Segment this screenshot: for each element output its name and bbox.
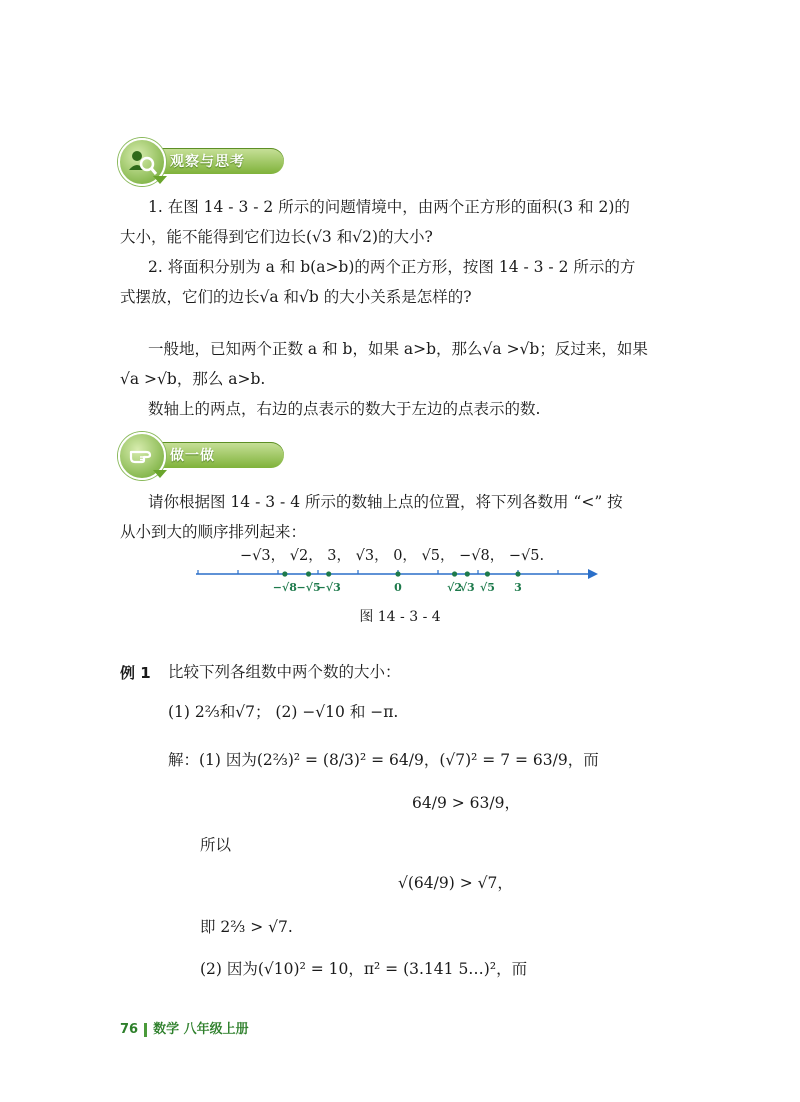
axis-point-label: −√8 (272, 581, 297, 594)
axis-point (452, 571, 457, 576)
axis-point-label: √3 (459, 581, 475, 594)
inequality-1: 64/9 > 63/9， (412, 794, 520, 812)
banner-title: 观察与思考 (170, 154, 245, 170)
rule-line-3: 数轴上的两点，右边的点表示的数大于左边的点表示的数. (148, 400, 541, 418)
axis-point (485, 571, 490, 576)
inequality-2: √(64/9) > √7， (398, 874, 513, 892)
task-line-1: 请你根据图 14 - 3 - 4 所示的数轴上点的位置，将下列各数用 “<” 按 (148, 493, 623, 511)
axis-point-label: 0 (394, 581, 402, 594)
page-number: 76 (120, 1022, 139, 1037)
book-title: 数学 八年级上册 (153, 1022, 249, 1037)
numbers-list: −√3， √2， 3， √3， 0， √5， −√8， −√5. (240, 548, 545, 564)
task-line-2: 从小到大的顺序排列起来： (120, 523, 307, 541)
solution-line-1: 解：(1) 因为(2⅔)² = (8/3)² = 64/9，(√7)² = 7 = 63/9，而 (168, 751, 599, 769)
question-1-line-2: 大小，能不能得到它们边长(√3 和√2)的大小? (120, 228, 433, 246)
example-parts: (1) 2⅔和√7； (2) −√10 和 −π. (168, 703, 399, 721)
example-intro: 比较下列各组数中两个数的大小： (168, 663, 401, 681)
banner-title: 做一做 (170, 448, 215, 464)
axis-point-label: −√3 (316, 581, 341, 594)
observe-think-banner (118, 138, 286, 184)
axis-point (282, 571, 287, 576)
axis-point (515, 571, 520, 576)
footer-divider (144, 1023, 147, 1037)
so-text: 所以 (200, 836, 232, 854)
question-2-line-1: 2. 将面积分别为 a 和 b(a>b)的两个正方形，按图 14 - 3 - 2 所示的方 (148, 258, 636, 276)
rule-line-2: √a >√b，那么 a>b. (120, 370, 266, 388)
figure-caption: 图 14 - 3 - 4 (359, 609, 441, 625)
axis-point (306, 571, 311, 576)
rule-line-1: 一般地，已知两个正数 a 和 b，如果 a>b，那么√a >√b；反过来，如果 (148, 340, 648, 358)
solution-line-2: (2) 因为(√10)² = 10，π² = (3.141 5…)²，而 (200, 960, 528, 978)
page-footer (120, 1018, 249, 1037)
axis-point-label: −√5 (296, 581, 321, 594)
number-line (196, 560, 606, 600)
question-2-line-2: 式摆放，它们的边长√a 和√b 的大小关系是怎样的? (120, 288, 472, 306)
axis-point (465, 571, 470, 576)
axis-point-label: √2 (447, 581, 463, 594)
axis-point-label: 3 (514, 581, 522, 594)
question-1-line-1: 1. 在图 14 - 3 - 2 所示的问题情境中，由两个正方形的面积(3 和 2)的 (148, 198, 630, 216)
banner-pointer (153, 176, 167, 184)
axis-point (395, 571, 400, 576)
axis-point-label: √5 (479, 581, 495, 594)
example-label: 例 1 (120, 664, 151, 682)
banner-pointer (153, 470, 167, 478)
try-it-banner (118, 432, 286, 478)
conclusion-1: 即 2⅔ > √7. (200, 918, 293, 936)
axis-point (326, 571, 331, 576)
